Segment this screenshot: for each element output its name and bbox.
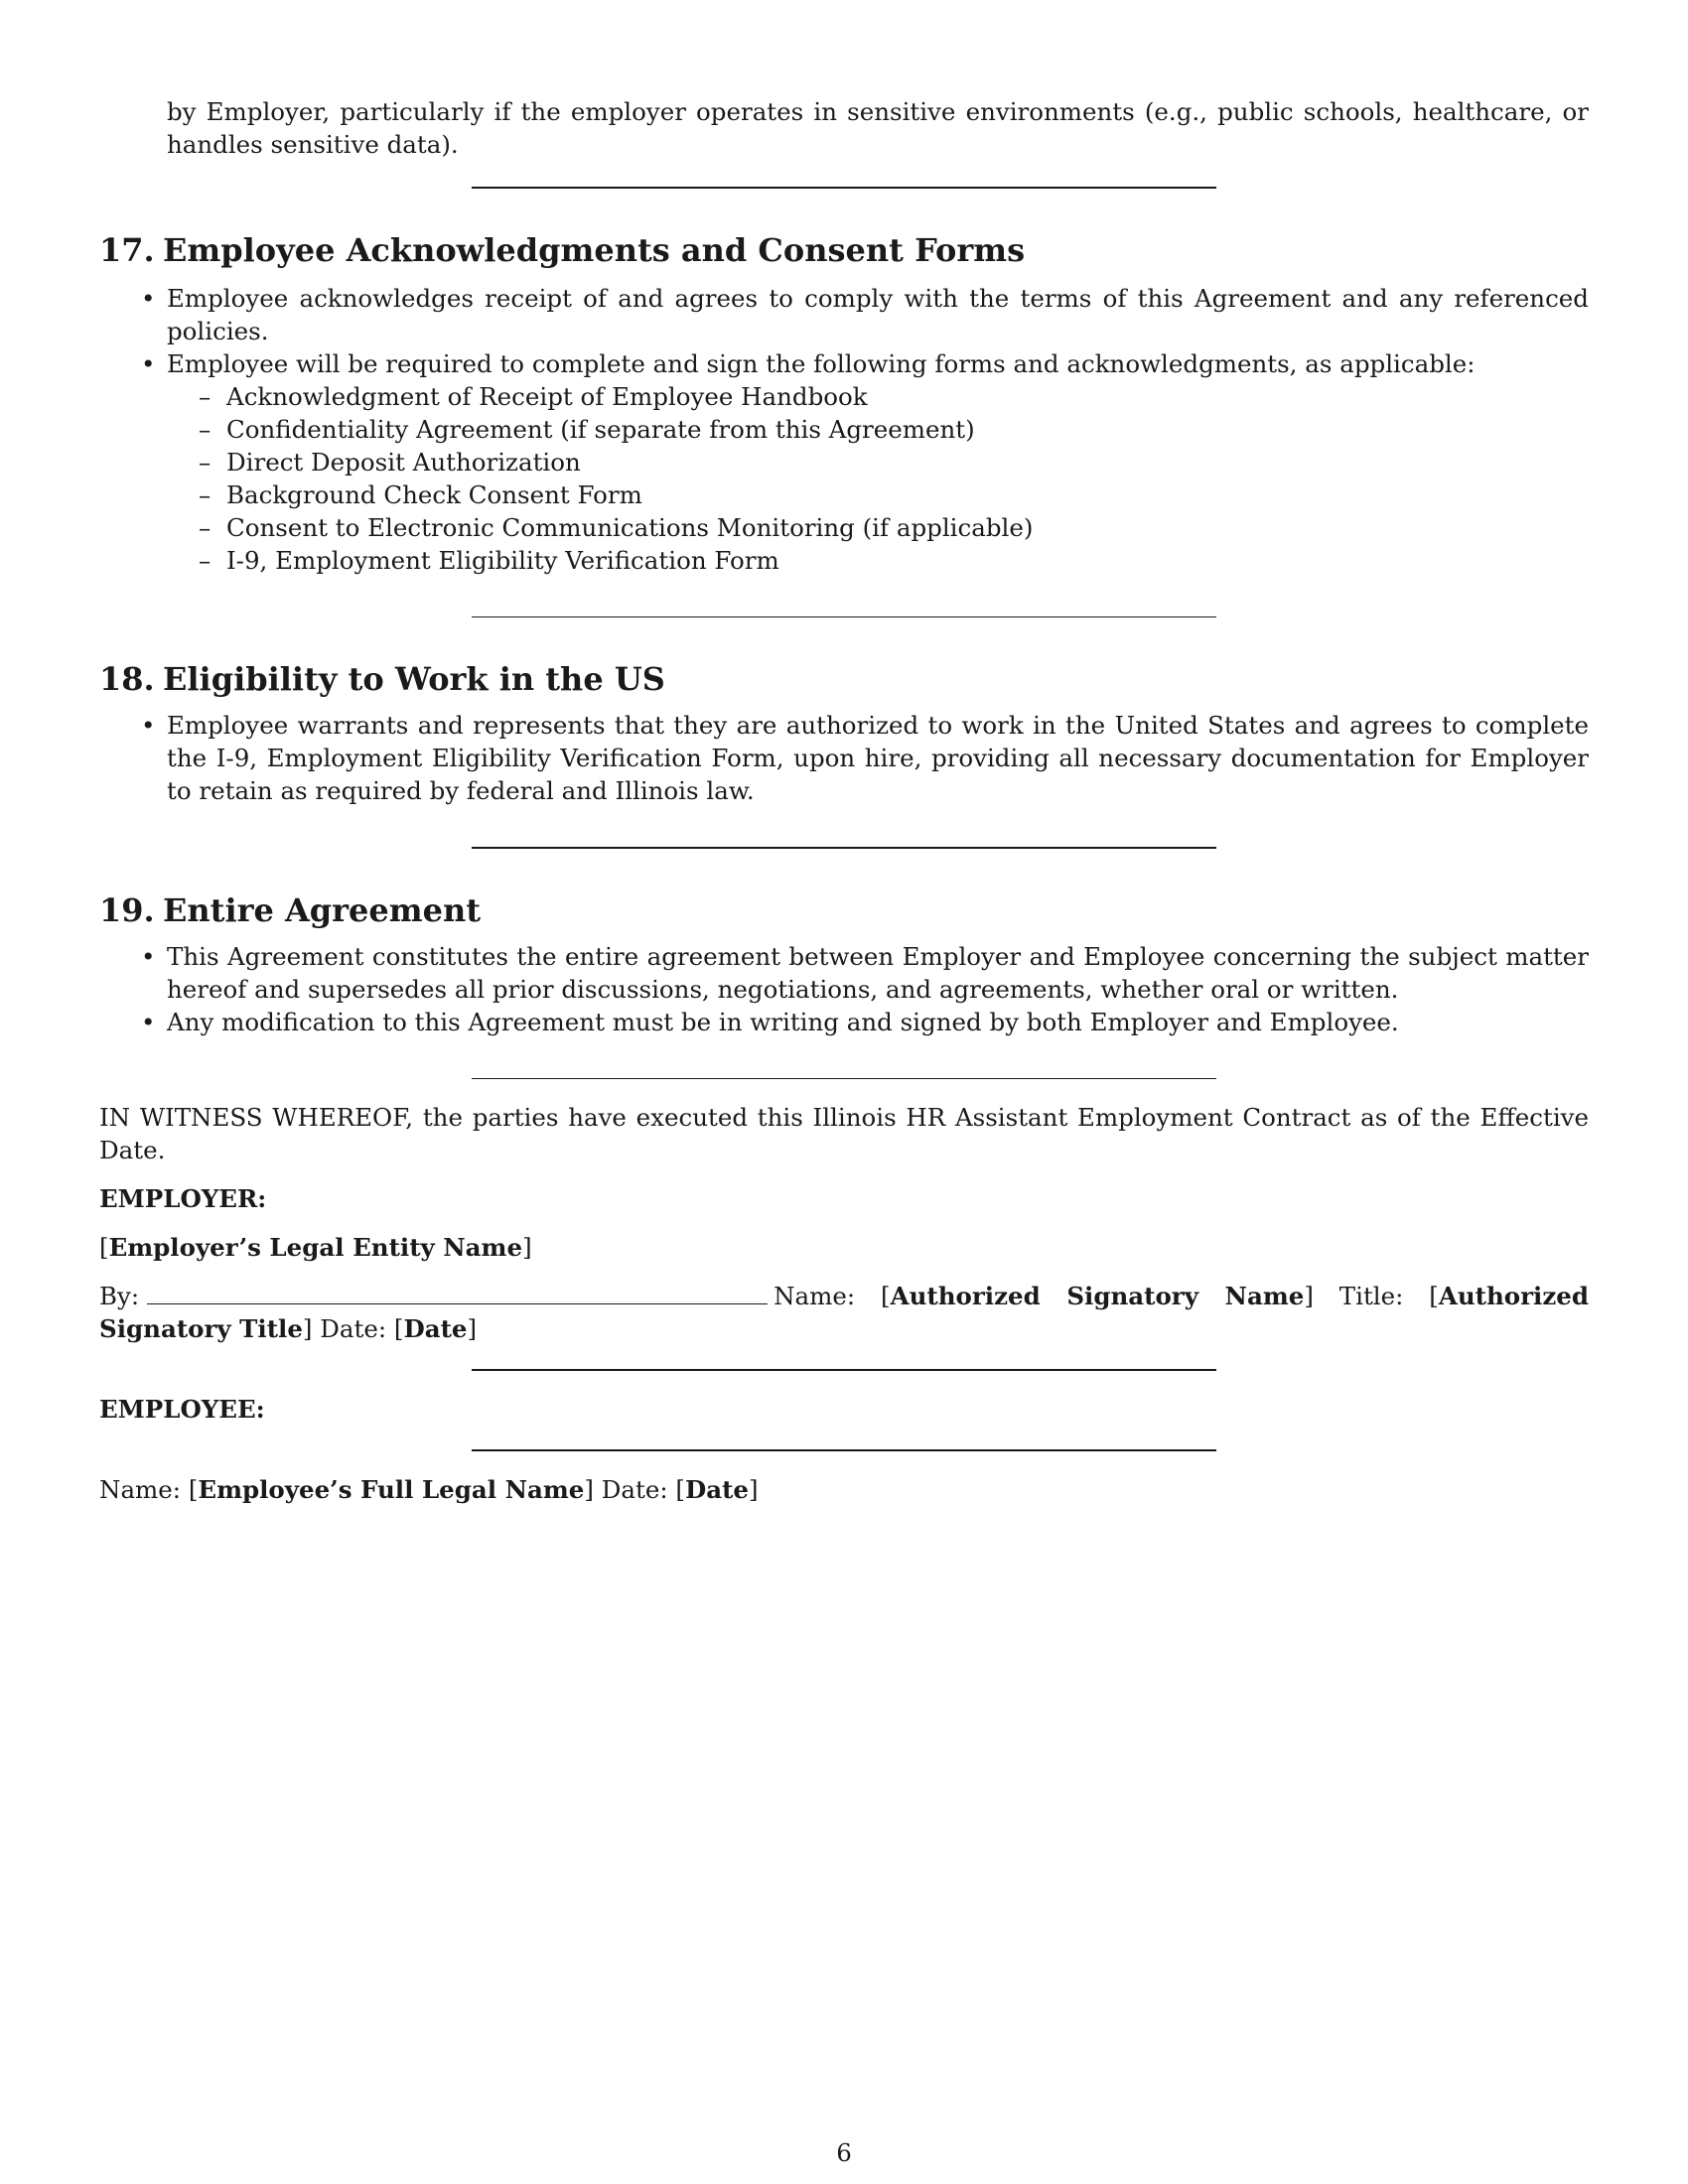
section-19-heading (99, 890, 1589, 930)
page-number: 6 (836, 2138, 852, 2167)
date-label: Date: (601, 1475, 668, 1504)
date-label: Date: (320, 1314, 387, 1343)
employer-entity-name (99, 1231, 1589, 1264)
bullet-icon: • (141, 1008, 156, 1036)
employee-name-placeholder: Employee’s Full Legal Name (198, 1475, 585, 1504)
name-label: Name: (774, 1282, 856, 1310)
dash-icon: – (199, 382, 211, 411)
list-item-text: This Agreement constitutes the entire agreement between Employer and Employee concerning the subject matter hereof and supersedes all prior discussions, negotiations, and agreements, whether oral or written. (167, 942, 1589, 1004)
section-title: Entire Agreement (163, 891, 481, 929)
list-item (99, 1006, 1589, 1038)
section-number: 18. (99, 660, 155, 698)
employer-signature-block: By: Name: [Authorized Signatory Name] Title: [Authorized Signatory Title] Date: [Date] (99, 1282, 1589, 1343)
sublist-item-text: Acknowledgment of Receipt of Employee Handbook (226, 382, 868, 411)
sublist-item-text: Background Check Consent Form (226, 480, 642, 509)
bullet-icon: • (141, 349, 156, 378)
title-label: Title: (1338, 1282, 1404, 1310)
bracket-close: ] (522, 1233, 532, 1262)
list-item (99, 347, 1589, 577)
sublist-item (167, 511, 1589, 544)
sublist-item (167, 380, 1589, 413)
section-number: 19. (99, 891, 155, 929)
list-item-text: Any modification to this Agreement must be in writing and signed by both Employer and Employee. (167, 1008, 1399, 1036)
section-17-heading (99, 230, 1589, 270)
sublist-item-text: Direct Deposit Authorization (226, 448, 581, 477)
list-item (99, 282, 1589, 347)
section-title: Employee Acknowledgments and Consent Forms (163, 231, 1026, 269)
section-number: 17. (99, 231, 155, 269)
forms-sublist (167, 380, 1589, 577)
list-item-text: Employee will be required to complete and sign the following forms and acknowledgments, as applicable: (167, 349, 1476, 378)
section-19-list (99, 940, 1589, 1038)
date-placeholder: Date (684, 1475, 749, 1504)
dash-icon: – (199, 448, 211, 477)
sublist-item (167, 478, 1589, 511)
by-label: By: (99, 1282, 140, 1310)
list-item-text: Employee acknowledges receipt of and agrees to comply with the terms of this Agreement and any referenced policies. (167, 284, 1589, 345)
list-item (99, 709, 1589, 807)
signature-line[interactable] (147, 1282, 768, 1304)
sublist-item-text: Confidentiality Agreement (if separate from this Agreement) (226, 415, 975, 444)
signatory-title-placeholder: Authorized Signatory Title (99, 1282, 1589, 1343)
sublist-item-text: Consent to Electronic Communications Monitoring (if applicable) (226, 513, 1034, 542)
list-item-text: Employee warrants and represents that they are authorized to work in the United States and agrees to complete the I-9, Employment Eligibility Verification Form, upon hire, providing all necessary documentation for Employer to retain as required by federal and Illinois law. (167, 711, 1589, 805)
list-item (99, 940, 1589, 1006)
bullet-icon: • (141, 284, 156, 313)
bracket-open: [ (99, 1233, 109, 1262)
sublist-item (167, 544, 1589, 577)
section-18-list (99, 709, 1589, 807)
section-18-heading (99, 659, 1589, 699)
employee-signature-block: Name: [Employee’s Full Legal Name] Date: [Date] (99, 1475, 759, 1504)
section-17-list (99, 282, 1589, 577)
dash-icon: – (199, 415, 211, 444)
dash-icon: – (199, 480, 211, 509)
signatory-name-placeholder: Authorized Signatory Name (890, 1282, 1305, 1310)
sublist-item (167, 413, 1589, 446)
employer-heading: EMPLOYER: (99, 1184, 267, 1213)
employee-heading: EMPLOYEE: (99, 1395, 265, 1424)
date-placeholder: Date (403, 1314, 468, 1343)
bullet-icon: • (141, 711, 156, 740)
continuation-paragraph: by Employer, particularly if the employer operates in sensitive environments (e.g., public schools, healthcare, or handles sensitive data). (167, 97, 1589, 159)
dash-icon: – (199, 546, 211, 575)
document-page (99, 95, 1589, 1506)
sublist-item-text: I-9, Employment Eligibility Verification Form (226, 546, 779, 575)
section-title: Eligibility to Work in the US (163, 660, 665, 698)
bullet-icon: • (141, 942, 156, 971)
witness-paragraph: IN WITNESS WHEREOF, the parties have executed this Illinois HR Assistant Employment Contract as of the Effective Date. (99, 1103, 1589, 1164)
name-label: Name: (99, 1475, 182, 1504)
sublist-item (167, 446, 1589, 478)
entity-name-placeholder: Employer’s Legal Entity Name (108, 1233, 523, 1262)
dash-icon: – (199, 513, 211, 542)
